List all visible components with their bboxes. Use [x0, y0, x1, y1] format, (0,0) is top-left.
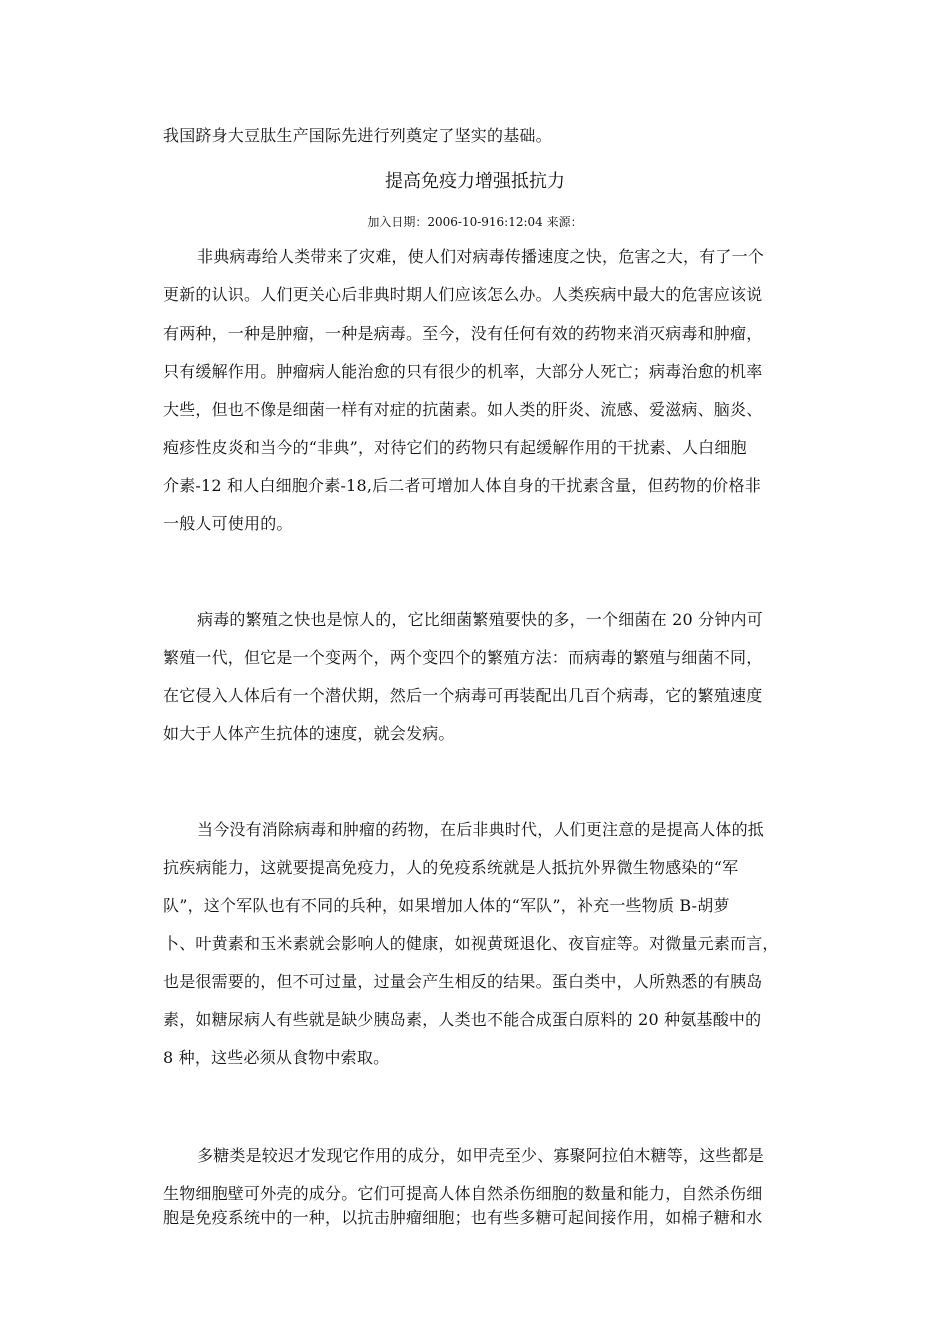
- paragraph-line: 抗疾病能力，这就要提高免疫力，人的免疫系统就是人抵抗外界微生物感染的“军: [163, 858, 739, 877]
- paragraph-line: 介素-12 和人白细胞介素-18,后二者可增加人体自身的干扰素含量，但药物的价格非: [163, 476, 761, 495]
- paragraph-line: 当今没有消除病毒和肿瘤的药物，在后非典时代，人们更注意的是提高人体的抵: [197, 820, 765, 839]
- paragraph-line: 有两种，一种是肿瘤，一种是病毒。至今，没有任何有效的药物来消灭病毒和肿瘤，: [163, 324, 763, 343]
- paragraph-line: 如大于人体产生抗体的速度，就会发病。: [163, 724, 455, 743]
- paragraph-line: 繁殖一代，但它是一个变两个，两个变四个的繁殖方法：而病毒的繁殖与细菌不同，: [163, 648, 763, 667]
- paragraph-line: 生物细胞壁可外壳的成分。它们可提高人体自然杀伤细胞的数量和能力，自然杀伤细: [163, 1184, 763, 1203]
- article-title: 提高免疫力增强抵抗力: [385, 171, 565, 192]
- paragraph-line: 8 种，这些必须从食物中索取。: [163, 1048, 390, 1067]
- paragraph-line: 大些，但也不像是细菌一样有对症的抗菌素。如人类的肝炎、流感、爱滋病、脑炎、: [163, 400, 763, 419]
- paragraph-line: 病毒的繁殖之快也是惊人的，它比细菌繁殖要快的多，一个细菌在 20 分钟内可: [197, 610, 763, 629]
- article-meta: 加入日期：2006-10-916:12:04 来源：: [367, 215, 583, 229]
- paragraph-line: 也是很需要的，但不可过量，过量会产生相反的结果。蛋白类中，人所熟悉的有胰岛: [163, 972, 763, 991]
- paragraph-line: 只有缓解作用。肿瘤病人能治愈的只有很少的机率，大部分人死亡；病毒治愈的机率: [163, 362, 763, 381]
- paragraph-line: 疱疹性皮炎和当今的“非典”，对待它们的药物只有起缓解作用的干扰素、人白细胞: [163, 438, 747, 457]
- paragraph-line: 卜、叶黄素和玉米素就会影响人的健康，如视黄斑退化、夜盲症等。对微量元素而言，: [163, 934, 779, 953]
- paragraph-line: 胞是免疫系统中的一种，以抗击肿瘤细胞；也有些多糖可起间接作用，如棉子糖和水: [163, 1208, 763, 1227]
- paragraph-line: 素，如糖尿病人有些就是缺少胰岛素，人类也不能合成蛋白原料的 20 种氨基酸中的: [163, 1010, 762, 1029]
- paragraph-line: 多糖类是较迟才发现它作用的成分，如甲壳至少、寡聚阿拉伯木糖等，这些都是: [197, 1146, 765, 1165]
- intro-line: 我国跻身大豆肽生产国际先进行列奠定了坚实的基础。: [163, 126, 552, 145]
- paragraph-line: 更新的认识。人们更关心后非典时期人们应该怎么办。人类疾病中最大的危害应该说: [163, 285, 763, 304]
- paragraph-line: 非典病毒给人类带来了灾难，使人们对病毒传播速度之快，危害之大，有了一个: [197, 247, 765, 266]
- paragraph-line: 在它侵入人体后有一个潜伏期，然后一个病毒可再装配出几百个病毒，它的繁殖速度: [163, 686, 763, 705]
- paragraph-line: 一般人可使用的。: [163, 514, 293, 533]
- paragraph-line: 队”，这个军队也有不同的兵种，如果增加人体的“军队”，补充一些物质 B-胡萝: [163, 896, 730, 915]
